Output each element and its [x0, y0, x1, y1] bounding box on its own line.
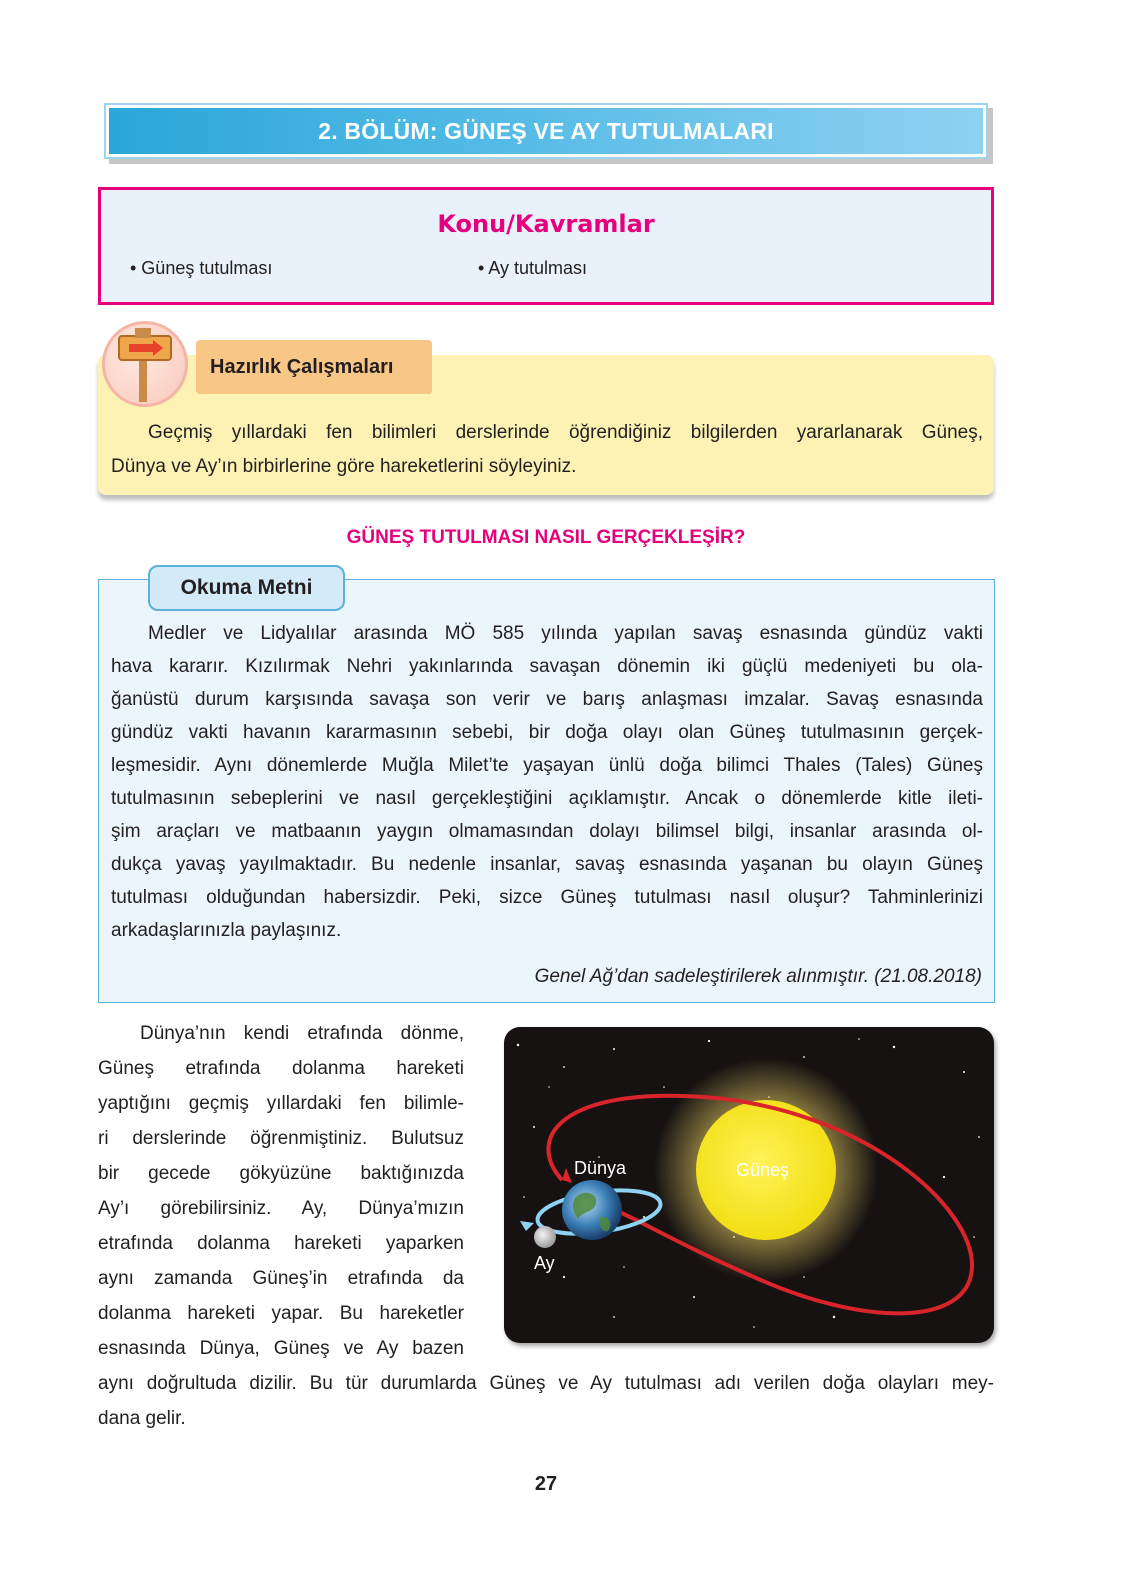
- body-line: yaptığını geçmiş yıllardaki fen bilimle-: [98, 1093, 464, 1114]
- reading-line: tutulmasının sebeplerini ve nasıl gerçekleştiğini açıklamıştır. Ancak o dönemlerde kitle ileti-: [111, 788, 983, 809]
- body-line: bir gecede gökyüzüne baktığınızda: [98, 1163, 464, 1184]
- body-line: ri derslerinde öğrenmiştiniz. Bulutsuz: [98, 1128, 464, 1149]
- moon-label: Ay: [534, 1253, 555, 1273]
- preparation-text-line: Dünya ve Ay’ın birbirlerine göre hareketlerini söyleyiniz.: [111, 456, 577, 477]
- section-heading: GÜNEŞ TUTULMASI NASIL GERÇEKLEŞİR?: [346, 527, 746, 548]
- body-line: Güneş etrafında dolanma hareketi: [98, 1058, 464, 1079]
- reading-line: şim araçları ve matbaanın yaygın olmamasından dolayı bilimsel bilgi, insanlar arasında ol-: [111, 821, 983, 842]
- reading-line: tutulması olduğundan habersizdir. Peki, sizce Güneş tutulması nasıl oluşur? Tahminlerinizi: [111, 887, 983, 908]
- sun-label: Güneş: [736, 1160, 790, 1180]
- body-line: etrafında dolanma hareketi yaparken: [98, 1233, 464, 1254]
- chapter-title: 2. BÖLÜM: GÜNEŞ VE AY TUTULMALARI: [109, 108, 983, 154]
- earth-label: Dünya: [574, 1158, 627, 1178]
- preparation-title: Hazırlık Çalışmaları: [196, 340, 432, 394]
- reading-line: dukça yavaş yayılmaktadır. Bu nedenle insanlar, savaş esnasında yaşanan bu olayın Güneş: [111, 854, 983, 875]
- concepts-title: Konu/Kavramlar: [437, 210, 655, 238]
- concept-item: • Güneş tutulması: [130, 258, 273, 278]
- reading-source: Genel Ağ’dan sadeleştirilerek alınmıştır. (21.08.2018): [534, 966, 982, 987]
- signpost-icon: [102, 321, 188, 407]
- body-line: aynı doğrultuda dizilir. Bu tür durumlarda Güneş ve Ay tutulması adı verilen doğa olayları mey-: [98, 1373, 994, 1394]
- preparation-text-line: Geçmiş yıllardaki fen bilimleri derslerinde öğrendiğiniz bilgilerden yararlanarak Güneş,: [148, 422, 983, 443]
- body-line: esnasında Dünya, Güneş ve Ay bazen: [98, 1338, 464, 1359]
- concepts-box: [98, 187, 994, 305]
- reading-line: arkadaşlarınızla paylaşınız.: [111, 920, 342, 941]
- reading-line: leşmesidir. Aynı dönemlerde Muğla Milet’te yaşayan ünlü doğa bilimci Thales (Tales) Güneş: [111, 755, 983, 776]
- body-line: dana gelir.: [98, 1408, 186, 1429]
- body-line: Ay’ı görebilirsiniz. Ay, Dünya’mızın: [98, 1198, 464, 1219]
- body-line: aynı zamanda Güneş’in etrafında da: [98, 1268, 464, 1289]
- reading-title: Okuma Metni: [148, 565, 345, 611]
- sun-earth-moon-figure: [504, 1027, 994, 1343]
- reading-line: gündüz vakti havanın kararmasının sebebi, bir doğa olayı olan Güneş tutulmasının gerçek-: [111, 722, 983, 743]
- reading-line: Medler ve Lidyalılar arasında MÖ 585 yılında yapılan savaş esnasında gündüz vakti: [148, 623, 983, 644]
- page-number: 27: [534, 1473, 558, 1495]
- body-line: Dünya’nın kendi etrafında dönme,: [140, 1023, 464, 1044]
- reading-line: hava kararır. Kızılırmak Nehri yakınlarında savaşan dönemin iki güçlü medeniyeti bu ola-: [111, 656, 983, 677]
- reading-line: ğanüstü durum karşısında savaşa son verir ve barış anlaşması imzalar. Savaş esnasında: [111, 689, 983, 710]
- body-line: dolanma hareketi yapar. Bu hareketler: [98, 1303, 464, 1324]
- concept-item: • Ay tutulması: [478, 258, 588, 278]
- chapter-header: [104, 103, 988, 159]
